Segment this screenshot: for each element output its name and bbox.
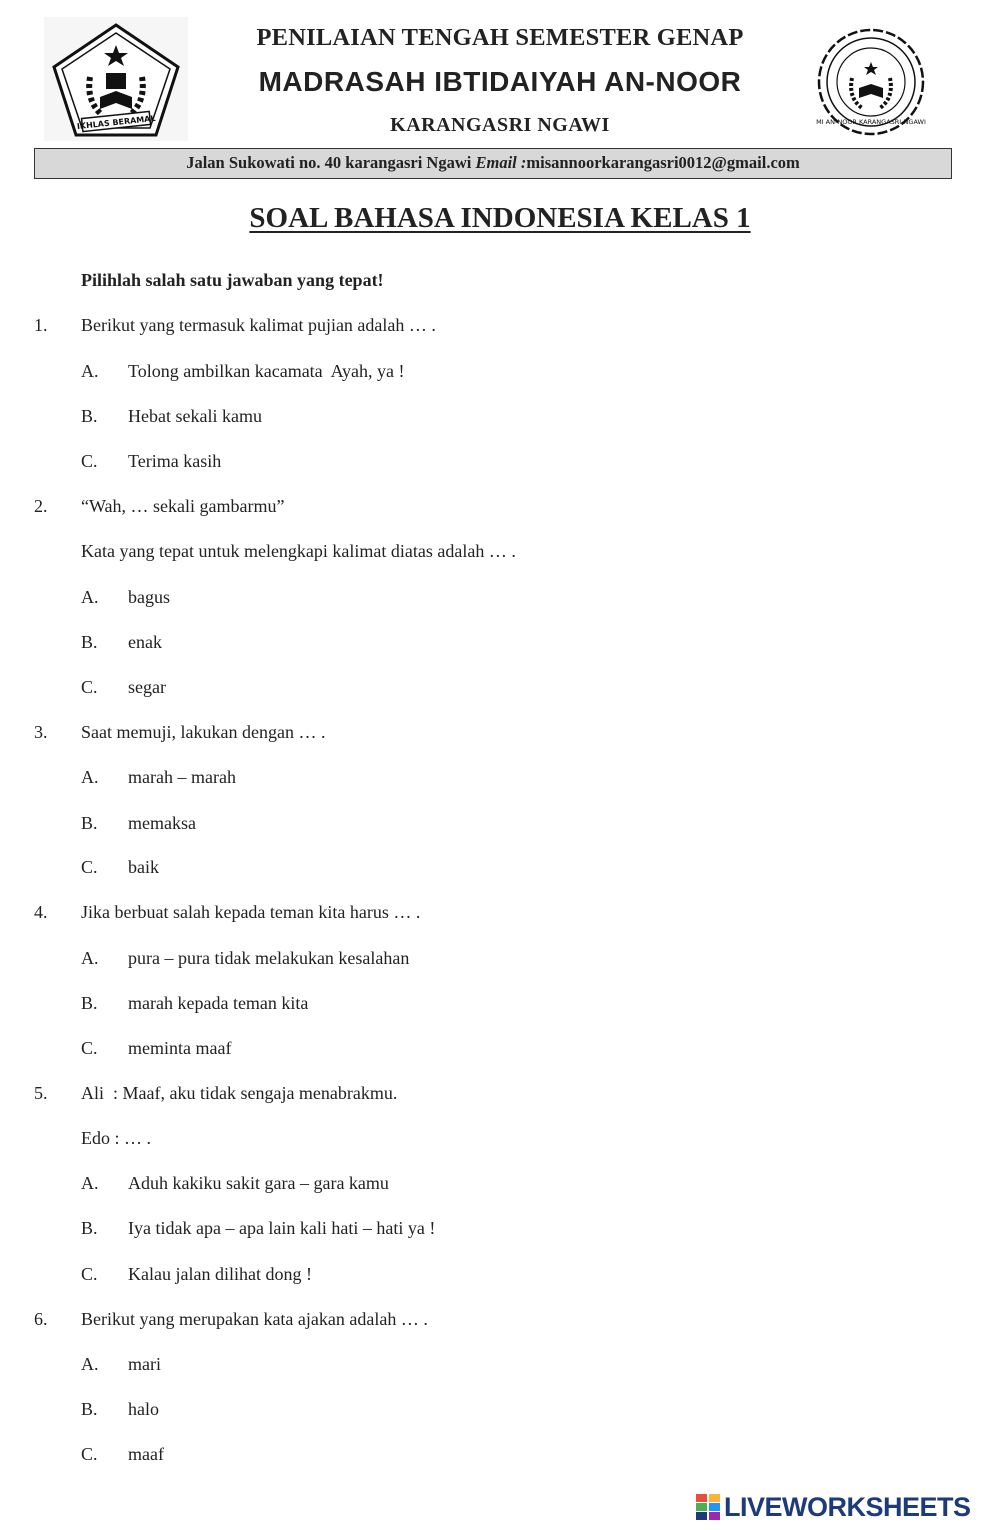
exam-title: PENILAIAN TENGAH SEMESTER GENAP <box>256 24 744 51</box>
svg-text:IKHLAS BERAMAL: IKHLAS BERAMAL <box>76 113 156 132</box>
option-letter: B. <box>81 993 98 1013</box>
option-letter: A. <box>81 587 99 607</box>
school-location: KARANGASRI NGAWI <box>390 114 610 136</box>
question-text: Berikut yang merupakan kata ajakan adalah … . <box>81 1309 428 1329</box>
question-text: “Wah, … sekali gambarmu” <box>81 496 285 516</box>
option-text[interactable]: maaf <box>128 1444 164 1464</box>
option-letter: C. <box>81 677 98 697</box>
option-letter: A. <box>81 1173 99 1193</box>
option-letter: C. <box>81 451 98 471</box>
option-letter: A. <box>81 1354 99 1374</box>
question-text: Saat memuji, lakukan dengan … . <box>81 722 326 742</box>
brand-name: LIVEWORKSHEETS <box>724 1491 971 1522</box>
option-letter: B. <box>81 406 98 426</box>
option-letter: C. <box>81 857 98 877</box>
option-text[interactable]: halo <box>128 1399 159 1419</box>
option-letter: B. <box>81 1399 98 1419</box>
question-number: 4. <box>34 902 48 922</box>
option-text[interactable]: Tolong ambilkan kacamata Ayah, ya ! <box>128 361 405 381</box>
address-text: Jalan Sukowati no. 40 karangasri Ngawi <box>186 153 476 172</box>
option-letter: B. <box>81 1218 98 1238</box>
svg-text:MI AN-NOOR KARANGASRI-NGAWI: MI AN-NOOR KARANGASRI-NGAWI <box>816 118 926 126</box>
option-letter: C. <box>81 1038 98 1058</box>
option-text[interactable]: baik <box>128 857 159 877</box>
question-text: Jika berbuat salah kepada teman kita harus … . <box>81 902 421 922</box>
liveworksheets-brand[interactable] <box>696 1492 971 1522</box>
option-text[interactable]: marah kepada teman kita <box>128 993 309 1013</box>
option-text[interactable]: memaksa <box>128 813 196 833</box>
option-text[interactable]: Kalau jalan dilihat dong ! <box>128 1264 312 1284</box>
question-number: 3. <box>34 722 48 742</box>
question-number: 2. <box>34 496 48 516</box>
option-text[interactable]: bagus <box>128 587 170 607</box>
option-letter: B. <box>81 632 98 652</box>
school-name: MADRASAH IBTIDAIYAH AN-NOOR <box>258 66 742 97</box>
option-letter: C. <box>81 1444 98 1464</box>
question-number: 1. <box>34 315 48 335</box>
email-address: misannoorkarangasri0012@gmail.com <box>526 153 800 172</box>
school-logo-right <box>812 26 930 138</box>
option-letter: A. <box>81 948 99 968</box>
option-letter: C. <box>81 1264 98 1284</box>
option-letter: A. <box>81 767 99 787</box>
option-letter: A. <box>81 361 99 381</box>
email-label: Email : <box>475 153 527 172</box>
question-text: Berikut yang termasuk kalimat pujian adalah … . <box>81 315 436 335</box>
school-logo-left <box>44 17 188 141</box>
option-letter: B. <box>81 813 98 833</box>
address-bar <box>34 148 952 179</box>
question-text: Edo : … . <box>81 1128 151 1148</box>
option-text[interactable]: mari <box>128 1354 161 1374</box>
option-text[interactable]: pura – pura tidak melakukan kesalahan <box>128 948 410 968</box>
option-text[interactable]: marah – marah <box>128 767 236 787</box>
option-text[interactable]: Terima kasih <box>128 451 222 471</box>
option-text[interactable]: Hebat sekali kamu <box>128 406 262 426</box>
option-text[interactable]: enak <box>128 632 162 652</box>
question-number: 5. <box>34 1083 48 1103</box>
question-text: Ali : Maaf, aku tidak sengaja menabrakmu. <box>81 1083 398 1103</box>
question-text: Kata yang tepat untuk melengkapi kalimat diatas adalah … . <box>81 541 516 561</box>
option-text[interactable]: Iya tidak apa – apa lain kali hati – hati ya ! <box>128 1218 436 1238</box>
option-text[interactable]: meminta maaf <box>128 1038 232 1058</box>
worksheet-title: SOAL BAHASA INDONESIA KELAS 1 <box>249 202 751 234</box>
question-number: 6. <box>34 1309 48 1329</box>
option-text[interactable]: Aduh kakiku sakit gara – gara kamu <box>128 1173 389 1193</box>
option-text[interactable]: segar <box>128 677 166 697</box>
liveworksheets-logo-icon <box>696 1494 720 1520</box>
instruction: Pilihlah salah satu jawaban yang tepat! <box>81 270 384 290</box>
